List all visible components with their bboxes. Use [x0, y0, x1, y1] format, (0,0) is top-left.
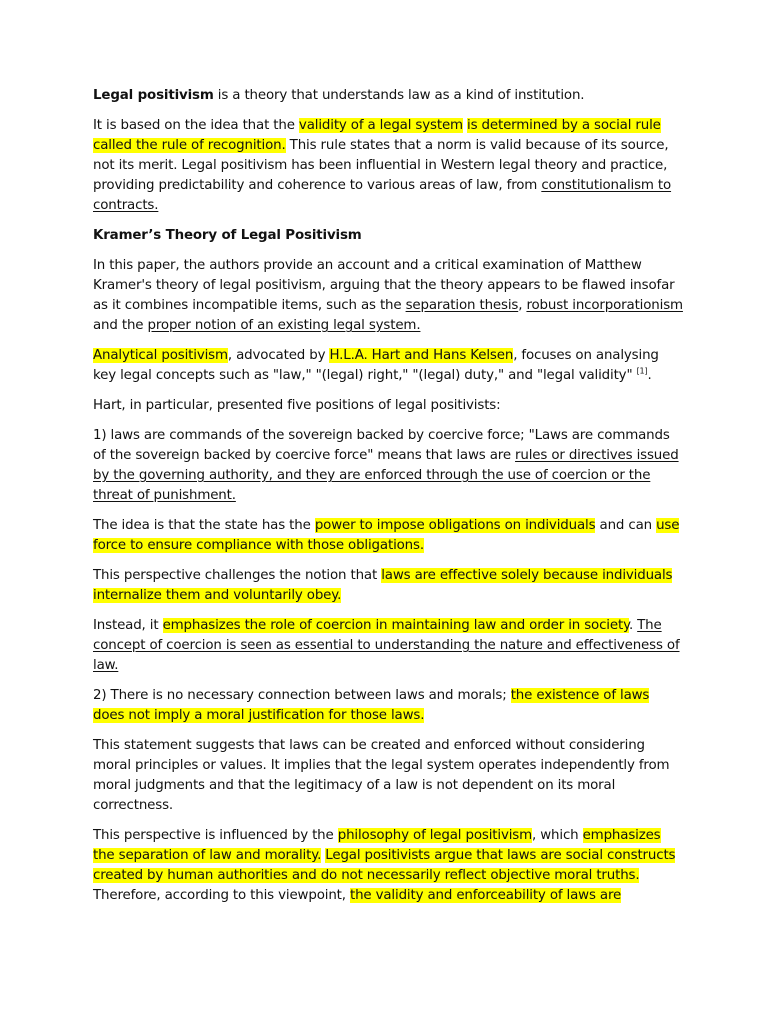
text-span: , focuses on analysing key legal concepts such as "law," "(legal) right," "(legal) duty," and "legal validity" — [93, 348, 659, 383]
highlight-span: the validity and enforceability of laws are — [349, 888, 622, 903]
highlight-span: power to impose obligations on individuals — [314, 518, 596, 533]
highlight-span: Legal positivists argue that laws are social constructs created by human authorities and do not necessarily reflect objective moral truths. — [93, 848, 676, 883]
underline-span: proper notion of an existing legal system. — [147, 318, 421, 333]
text-span: Instead, it — [93, 618, 163, 633]
document-body — [93, 86, 683, 916]
underline-span: separation thesis — [405, 298, 519, 313]
text-span: 2) There is no necessary connection between laws and morals; — [93, 688, 511, 703]
text-span: . — [647, 368, 652, 383]
text-span: , advocated by — [227, 348, 330, 363]
text-span: and the — [93, 318, 148, 333]
highlight-span: emphasizes the role of coercion in maintaining law and order in society — [162, 618, 629, 633]
highlight-span: H.L.A. Hart and Hans Kelsen — [329, 348, 514, 363]
highlight-span: use force to ensure compliance with those obligations. — [93, 518, 680, 553]
highlight-span: Analytical positivism — [93, 348, 228, 363]
paragraph-perspective-challenge — [93, 566, 683, 606]
term-legal-positivism: Legal positivism — [93, 88, 214, 103]
paragraph-coercion — [93, 616, 683, 676]
text-span: This perspective challenges the notion that — [93, 568, 382, 583]
paragraph-position-1 — [93, 426, 683, 506]
paragraph-hart-positions: Hart, in particular, presented five positions of legal positivists: — [93, 398, 501, 413]
text-span: In this paper, the authors provide an account and a critical examination of Matthew Kramer's theory of legal positivism, arguing that the theory appears to be flawed insofar as it combines incompatible items, such as the — [93, 258, 675, 313]
paragraph-philosophy — [93, 826, 683, 906]
text-span: The idea is that the state has the — [93, 518, 315, 533]
text-span: Therefore, according to this viewpoint, — [93, 888, 350, 903]
highlight-span: emphasizes the separation of law and morality. — [93, 828, 661, 863]
text-span: . — [628, 618, 638, 633]
paragraph-statement: This statement suggests that laws can be created and enforced without considering moral principles or values. It implies that the legal system operates independently from moral judgments and that the legitimacy of a law is not dependent on its moral correctness. — [93, 738, 670, 813]
underline-span: The concept of coercion is seen as essential to understanding the nature and effectiveness of law. — [93, 618, 680, 673]
highlight-span: validity of a legal system — [298, 118, 463, 133]
paragraph-kramer — [93, 256, 683, 336]
text-span: is a theory that understands law as a kind of institution. — [213, 88, 585, 103]
text-span: This rule states that a norm is valid because of its source, not its merit. Legal positivism has been influential in Western legal theory and practice, providing predictability and coherence to various areas of law, from — [93, 138, 669, 193]
text-span: and can — [595, 518, 657, 533]
paragraph-state-power — [93, 516, 683, 556]
underline-span: constitutionalism to contracts. — [93, 178, 672, 213]
text-span: , which — [532, 828, 583, 843]
paragraph-analytical-positivism — [93, 346, 683, 386]
paragraph-intro — [93, 86, 683, 106]
footnote-reference: [1] — [636, 366, 648, 376]
text-span: This perspective is influenced by the — [93, 828, 338, 843]
highlight-span: is determined by a social rule called the rule of recognition. — [93, 118, 661, 153]
paragraph-rule-of-recognition — [93, 116, 683, 216]
underline-span: robust incorporationism — [526, 298, 683, 313]
highlight-span: the existence of laws does not imply a moral justification for those laws. — [93, 688, 650, 723]
underline-span: rules or directives issued by the governing authority, and they are enforced through the use of coercion or the threat of punishment. — [93, 448, 679, 503]
paragraph-position-2 — [93, 686, 683, 726]
text-span: 1) laws are commands of the sovereign backed by coercive force; "Laws are commands of the sovereign backed by coercive force" means that laws are — [93, 428, 670, 463]
highlight-span: laws are effective solely because individuals internalize them and voluntarily obey. — [93, 568, 673, 603]
text-span: , — [518, 298, 527, 313]
section-heading: Kramer’s Theory of Legal Positivism — [93, 228, 362, 243]
text-span: It is based on the idea that the — [93, 118, 299, 133]
highlight-span: philosophy of legal positivism — [337, 828, 533, 843]
